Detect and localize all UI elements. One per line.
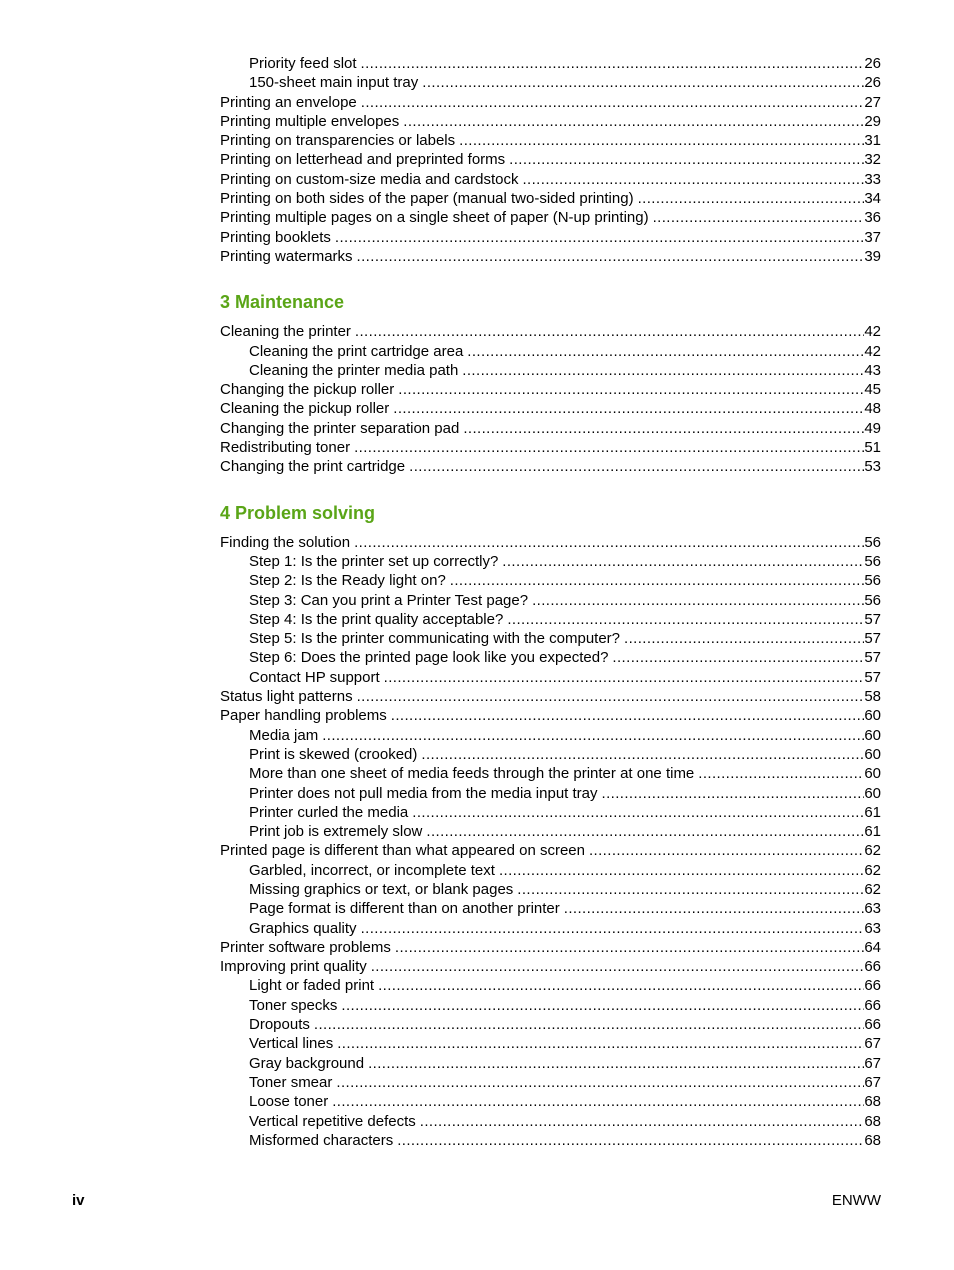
toc-entry-page: 42 — [864, 342, 881, 360]
toc-entry-title: Toner specks — [249, 996, 338, 1014]
toc-entry[interactable] — [220, 189, 881, 208]
dot-leader — [409, 457, 864, 476]
toc-entry-title: Printed page is different than what appeared on screen — [220, 842, 585, 860]
toc-entry[interactable] — [220, 996, 881, 1015]
toc-entry-page: 60 — [864, 784, 881, 802]
toc-entry-page: 56 — [864, 533, 881, 551]
toc-entry-page: 63 — [864, 919, 881, 937]
toc-entry-page: 43 — [864, 361, 881, 379]
toc-entry-title: Step 6: Does the printed page look like you expected? — [249, 649, 609, 667]
toc-entry-title: Printing on transparencies or labels — [220, 132, 456, 150]
page-footer — [72, 1192, 881, 1209]
toc-entry[interactable] — [220, 861, 881, 880]
toc-entry[interactable] — [220, 591, 881, 610]
toc-entry[interactable] — [220, 457, 881, 476]
toc-entry-title: Printing booklets — [220, 228, 331, 246]
toc-entry-page: 36 — [864, 209, 881, 227]
toc-entry-title: Cleaning the printer media path — [249, 361, 459, 379]
toc-entry-page: 62 — [864, 880, 881, 898]
dot-leader — [602, 784, 865, 803]
toc-entry-page: 61 — [864, 803, 881, 821]
toc-entry[interactable] — [220, 131, 881, 150]
toc-entry[interactable] — [220, 880, 881, 899]
toc-entry-title: Step 3: Can you print a Printer Test page? — [249, 591, 529, 609]
dot-leader — [499, 861, 864, 880]
toc-entry-page: 61 — [864, 823, 881, 841]
dot-leader — [361, 93, 865, 112]
dot-leader — [354, 533, 864, 552]
toc-entry[interactable] — [220, 170, 881, 189]
toc-entry-page: 56 — [864, 591, 881, 609]
toc-entry-page: 56 — [864, 552, 881, 570]
dot-leader — [322, 726, 864, 745]
dot-leader — [532, 591, 864, 610]
toc-entry[interactable] — [220, 247, 881, 266]
dot-leader — [391, 706, 865, 725]
dot-leader — [371, 957, 865, 976]
toc-entry[interactable] — [220, 899, 881, 918]
chapter-heading-maintenance[interactable]: 3 Maintenance — [220, 292, 345, 313]
toc-entry[interactable] — [220, 938, 881, 957]
toc-block-continued — [220, 54, 881, 266]
toc-entry[interactable] — [220, 571, 881, 590]
toc-entry[interactable] — [220, 706, 881, 725]
dot-leader — [462, 361, 864, 380]
toc-entry[interactable] — [220, 150, 881, 169]
toc-entry[interactable] — [220, 976, 881, 995]
dot-leader — [354, 438, 864, 457]
toc-entry-title: Graphics quality — [249, 919, 357, 937]
toc-entry-title: Cleaning the pickup roller — [220, 400, 390, 418]
page-number: iv — [72, 1192, 85, 1209]
toc-entry[interactable] — [220, 610, 881, 629]
toc-entry-page: 56 — [864, 572, 881, 590]
toc-entry-page: 66 — [864, 977, 881, 995]
toc-entry-title: Changing the pickup roller — [220, 381, 395, 399]
dot-leader — [459, 131, 864, 150]
dot-leader — [403, 112, 864, 131]
table-of-contents — [220, 54, 881, 1150]
toc-entry[interactable] — [220, 764, 881, 783]
toc-entry[interactable] — [220, 687, 881, 706]
toc-entry[interactable] — [220, 438, 881, 457]
toc-entry-title: Printing an envelope — [220, 93, 357, 111]
toc-entry[interactable] — [220, 784, 881, 803]
dot-leader — [422, 73, 864, 92]
toc-entry-page: 64 — [864, 938, 881, 956]
toc-block-maintenance — [220, 322, 881, 476]
dot-leader — [357, 687, 865, 706]
dot-leader — [378, 976, 864, 995]
toc-entry-page: 60 — [864, 707, 881, 725]
chapter-heading-problem-solving[interactable]: 4 Problem solving — [220, 502, 376, 523]
toc-entry[interactable] — [220, 1073, 881, 1092]
toc-entry-title: Toner smear — [249, 1073, 333, 1091]
toc-block-problem-solving — [220, 533, 881, 1151]
toc-entry[interactable] — [220, 1015, 881, 1034]
toc-entry[interactable] — [220, 803, 881, 822]
toc-entry-page: 27 — [864, 93, 881, 111]
toc-entry-title: 150-sheet main input tray — [249, 74, 419, 92]
toc-entry-page: 57 — [864, 610, 881, 628]
toc-entry-page: 26 — [864, 55, 881, 72]
toc-entry-title: Printing on custom-size media and cardstock — [220, 170, 519, 188]
dot-leader — [507, 610, 864, 629]
dot-leader — [421, 745, 864, 764]
toc-entry[interactable] — [220, 726, 881, 745]
toc-entry-title: Printing multiple envelopes — [220, 112, 400, 130]
toc-entry-title: Garbled, incorrect, or incomplete text — [249, 861, 495, 879]
toc-entry[interactable] — [220, 228, 881, 247]
toc-entry-title: Dropouts — [249, 1016, 310, 1034]
toc-entry-page: 60 — [864, 765, 881, 783]
toc-entry-title: Media jam — [249, 726, 319, 744]
toc-entry-page: 68 — [864, 1112, 881, 1130]
toc-entry[interactable] — [220, 745, 881, 764]
toc-entry[interactable] — [220, 1112, 881, 1131]
toc-entry[interactable] — [220, 822, 881, 841]
toc-entry-page: 62 — [864, 861, 881, 879]
dot-leader — [420, 1112, 865, 1131]
toc-entry-page: 67 — [864, 1054, 881, 1072]
toc-entry-page: 31 — [864, 132, 881, 150]
dot-leader — [335, 228, 864, 247]
toc-entry-page: 67 — [864, 1073, 881, 1091]
toc-entry-title: Step 2: Is the Ready light on? — [249, 572, 446, 590]
toc-entry-title: Improving print quality — [220, 958, 367, 976]
dot-leader — [698, 764, 864, 783]
toc-entry[interactable] — [220, 399, 881, 418]
dot-leader — [395, 938, 864, 957]
dot-leader — [412, 803, 864, 822]
toc-entry-page: 37 — [864, 228, 881, 246]
toc-entry-page: 63 — [864, 900, 881, 918]
dot-leader — [368, 1054, 864, 1073]
dot-leader — [341, 996, 864, 1015]
toc-entry-title: Light or faded print — [249, 977, 375, 995]
dot-leader — [336, 1073, 864, 1092]
toc-entry-title: Page format is different than on another printer — [249, 900, 560, 918]
dot-leader — [564, 899, 865, 918]
toc-entry-title: Printer does not pull media from the media input tray — [249, 784, 598, 802]
dot-leader — [509, 150, 864, 169]
toc-entry-title: Redistributing toner — [220, 439, 351, 457]
toc-entry-title: Printing on both sides of the paper (manual two-sided printing) — [220, 190, 634, 208]
toc-entry-title: Priority feed slot — [249, 55, 357, 72]
toc-entry-title: Paper handling problems — [220, 707, 387, 725]
toc-entry-title: Missing graphics or text, or blank pages — [249, 880, 514, 898]
dot-leader — [314, 1015, 864, 1034]
toc-entry-title: Loose toner — [249, 1093, 329, 1111]
toc-entry[interactable] — [220, 1131, 881, 1150]
dot-leader — [337, 1034, 864, 1053]
toc-entry-page: 57 — [864, 668, 881, 686]
toc-entry-page: 66 — [864, 996, 881, 1014]
dot-leader — [450, 571, 865, 590]
toc-entry-page: 33 — [864, 170, 881, 188]
dot-leader — [398, 380, 864, 399]
toc-entry-title: Status light patterns — [220, 688, 353, 706]
toc-entry[interactable] — [220, 322, 881, 341]
toc-entry-page: 67 — [864, 1035, 881, 1053]
toc-entry-title: More than one sheet of media feeds through the printer at one time — [249, 765, 695, 783]
toc-entry[interactable] — [220, 93, 881, 112]
toc-entry-page: 66 — [864, 1016, 881, 1034]
dot-leader — [624, 629, 864, 648]
toc-entry-title: Printer software problems — [220, 938, 391, 956]
toc-entry-page: 29 — [864, 112, 881, 130]
dot-leader — [653, 208, 865, 227]
toc-entry-page: 42 — [864, 323, 881, 341]
dot-leader — [517, 880, 864, 899]
toc-entry[interactable] — [220, 648, 881, 667]
dot-leader — [612, 648, 864, 667]
toc-entry[interactable] — [220, 361, 881, 380]
toc-entry[interactable] — [220, 73, 881, 92]
toc-entry-title: Finding the solution — [220, 533, 351, 551]
toc-entry-title: Print is skewed (crooked) — [249, 745, 418, 763]
toc-entry-title: Step 4: Is the print quality acceptable? — [249, 610, 504, 628]
dot-leader — [589, 841, 864, 860]
toc-entry[interactable] — [220, 112, 881, 131]
toc-entry-page: 32 — [864, 151, 881, 169]
toc-entry-page: 68 — [864, 1093, 881, 1111]
toc-entry[interactable] — [220, 1034, 881, 1053]
toc-entry-title: Printing watermarks — [220, 247, 353, 265]
dot-leader — [522, 170, 864, 189]
toc-entry-title: Step 5: Is the printer communicating with the computer? — [249, 630, 621, 648]
toc-entry-title: Misformed characters — [249, 1131, 394, 1149]
toc-entry-title: Vertical lines — [249, 1035, 334, 1053]
toc-entry[interactable] — [220, 919, 881, 938]
dot-leader — [393, 399, 864, 418]
toc-entry[interactable] — [220, 629, 881, 648]
toc-entry[interactable] — [220, 668, 881, 687]
toc-entry-page: 34 — [864, 190, 881, 208]
dot-leader — [397, 1131, 864, 1150]
toc-entry-page: 48 — [864, 400, 881, 418]
toc-entry-title: Printer curled the media — [249, 803, 409, 821]
toc-entry[interactable] — [220, 841, 881, 860]
toc-entry[interactable] — [220, 1054, 881, 1073]
dot-leader — [361, 54, 865, 73]
toc-entry-page: 49 — [864, 419, 881, 437]
toc-entry-title: Contact HP support — [249, 668, 380, 686]
dot-leader — [426, 822, 864, 841]
dot-leader — [638, 189, 865, 208]
toc-entry[interactable] — [220, 54, 881, 73]
dot-leader — [332, 1092, 864, 1111]
toc-entry-title: Cleaning the print cartridge area — [249, 342, 464, 360]
toc-entry[interactable] — [220, 552, 881, 571]
toc-entry[interactable] — [220, 1092, 881, 1111]
toc-entry-page: 57 — [864, 630, 881, 648]
dot-leader — [467, 342, 864, 361]
toc-entry-page: 53 — [864, 458, 881, 476]
toc-entry-page: 45 — [864, 381, 881, 399]
toc-entry-page: 68 — [864, 1131, 881, 1149]
toc-entry-page: 51 — [864, 439, 881, 457]
dot-leader — [502, 552, 864, 571]
toc-entry-page: 39 — [864, 247, 881, 265]
dot-leader — [355, 322, 864, 341]
toc-entry[interactable] — [220, 419, 881, 438]
toc-entry[interactable] — [220, 380, 881, 399]
toc-entry-page: 66 — [864, 958, 881, 976]
toc-entry[interactable] — [220, 342, 881, 361]
dot-leader — [384, 668, 865, 687]
toc-entry-page: 58 — [864, 688, 881, 706]
toc-entry[interactable] — [220, 957, 881, 976]
toc-entry-title: Printing multiple pages on a single sheet of paper (N-up printing) — [220, 209, 649, 227]
toc-entry-title: Gray background — [249, 1054, 365, 1072]
toc-entry-page: 60 — [864, 726, 881, 744]
toc-entry-title: Cleaning the printer — [220, 323, 351, 341]
toc-entry-title: Changing the printer separation pad — [220, 419, 460, 437]
toc-entry-title: Print job is extremely slow — [249, 823, 423, 841]
toc-entry-title: Printing on letterhead and preprinted forms — [220, 151, 506, 169]
toc-entry[interactable] — [220, 208, 881, 227]
toc-entry-page: 26 — [864, 74, 881, 92]
dot-leader — [463, 419, 864, 438]
toc-entry-page: 60 — [864, 745, 881, 763]
toc-entry[interactable] — [220, 533, 881, 552]
dot-leader — [357, 247, 865, 266]
toc-entry-title: Vertical repetitive defects — [249, 1112, 416, 1130]
toc-entry-page: 57 — [864, 649, 881, 667]
toc-entry-page: 62 — [864, 842, 881, 860]
toc-entry-title: Step 1: Is the printer set up correctly? — [249, 552, 499, 570]
dot-leader — [361, 919, 865, 938]
toc-entry-title: Changing the print cartridge — [220, 458, 406, 476]
document-code: ENWW — [831, 1192, 881, 1209]
